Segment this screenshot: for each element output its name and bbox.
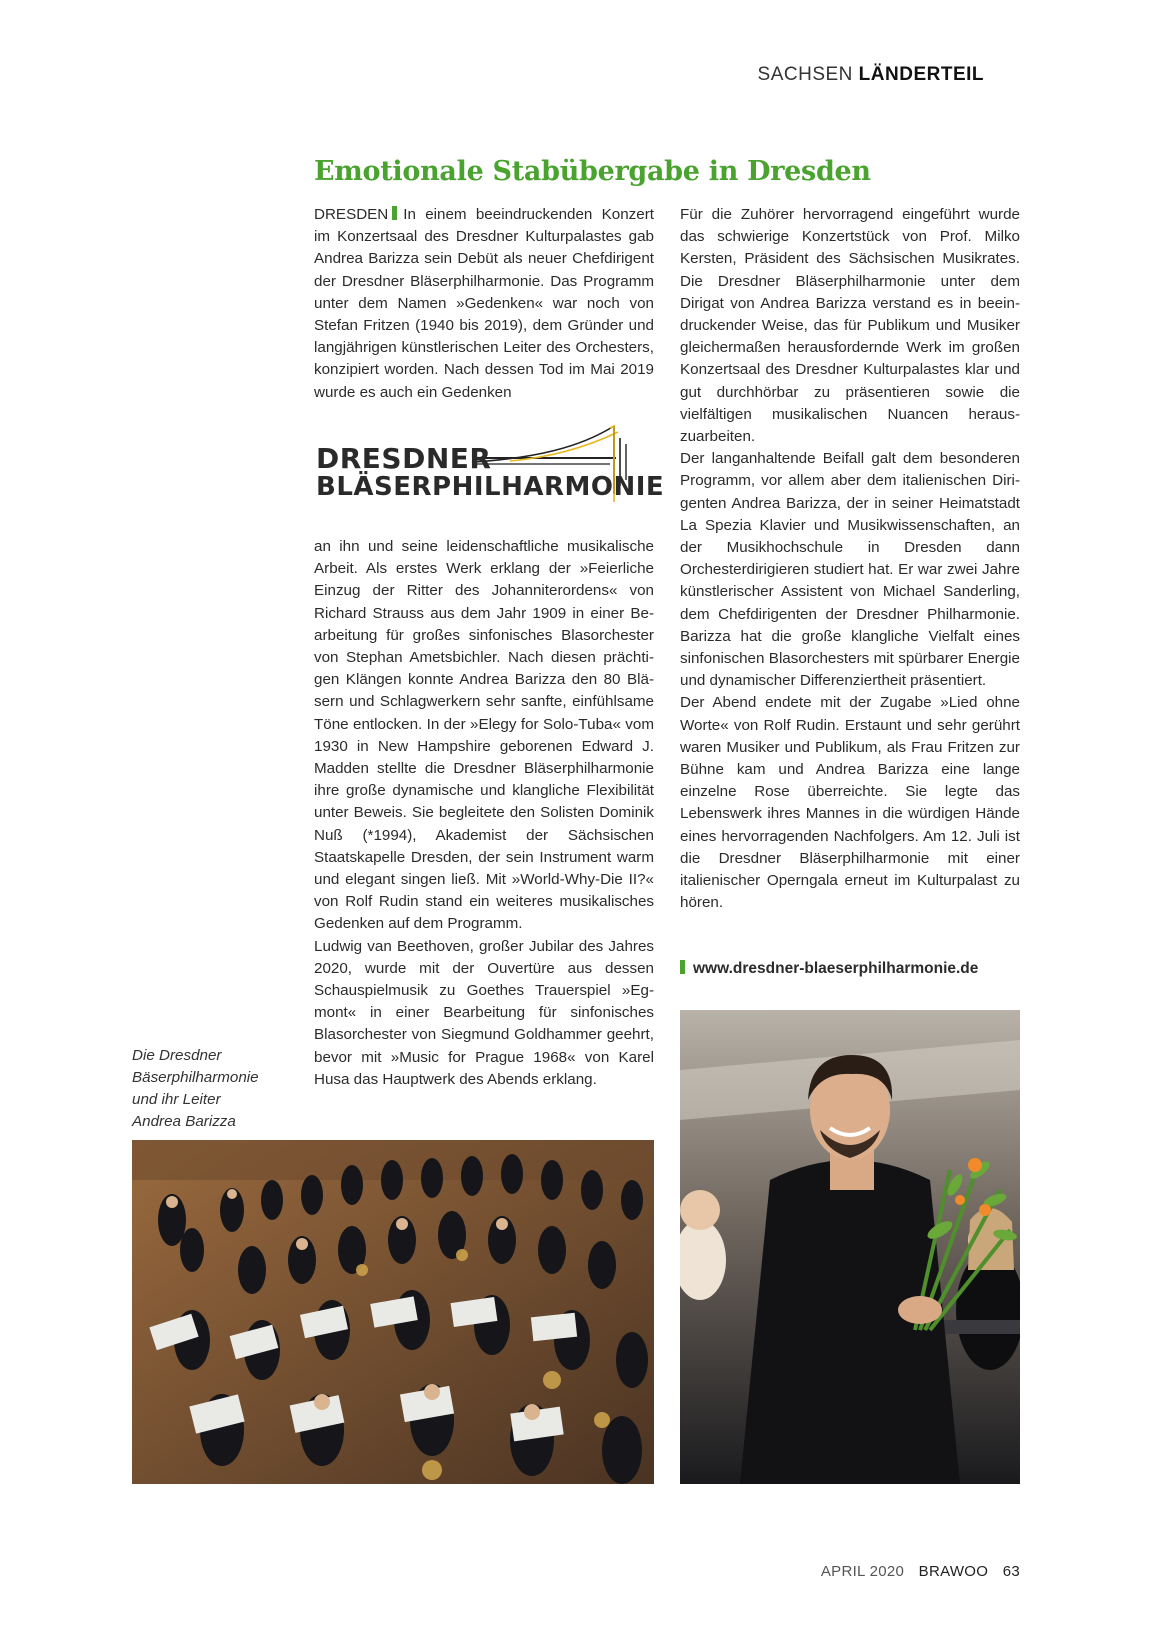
- section-title: LÄNDERTEIL: [858, 64, 984, 85]
- logo-text-line2: BLÄSERPHILHARMONIE: [316, 472, 665, 502]
- magazine-name: BRAWOO: [918, 1563, 989, 1580]
- orchestra-photo: [132, 1140, 654, 1484]
- caption-line: Bäserphilharmonie: [132, 1069, 259, 1086]
- article-headline: Emotionale Stabübergabe in Dresden: [314, 156, 871, 187]
- green-bar-marker: [680, 960, 685, 974]
- article-column-right: [680, 204, 1020, 915]
- orchestra-photo-illustration: [132, 1140, 654, 1484]
- article-paragraph: [314, 204, 654, 404]
- article-text: In einem beeindruckenden Konzert im Konzertsaal des Dresdner Kulturpalastes gab Andrea Barizza sein Debüt als neuer Chefdirigent der Dresdner Bläserphilharmonie. Das Programm unter dem Namen »Gedenken« war noch von Stefan Fritzen (1940 bis 2019), dem Gründer und langjährigen künstlerischen Leiter des Orchesters, konzipiert worden. Nach dessen Tod im Mai 2019 wurde es auch ein Gedenken: [314, 206, 654, 401]
- green-bar-marker: [392, 206, 397, 220]
- caption-line: Andrea Barizza: [132, 1113, 236, 1130]
- caption-line: Die Dresdner: [132, 1047, 222, 1064]
- photo-caption: [132, 1045, 282, 1133]
- conductor-photo-illustration: [680, 1010, 1020, 1484]
- caption-line: und ihr Leiter: [132, 1091, 221, 1108]
- article-paragraph: Der langanhaltende Beifall galt dem besonderen Programm, vor allem aber dem italienischen Dirigenten Andrea Barizza, der in seiner Heimatstadt La Spezia Klavier und Musikwissenschaften, an der Musikhochschule in Dresden dann Orchesterdirigieren studiert hat. Er war zwei Jahre künstlerischer Assistent von Michael Sanderling, dem Chefdirigenten der Dresdner Philharmonie. Barizza hat die große klangliche Vielfalt eines sinfonischen Blasorchesters mit spürbarer Energie und dynamischer Differenziertheit präsentiert.: [680, 450, 1020, 690]
- website-url[interactable]: www.dresdner-blaeserphilharmonie.de: [693, 960, 979, 977]
- article-column-middle-bottom: [314, 536, 654, 1091]
- article-column-middle-top: [314, 204, 654, 404]
- issue-date: APRIL 2020: [820, 1563, 905, 1580]
- dateline: DRESDEN: [314, 206, 389, 223]
- article-paragraph: Für die Zuhörer hervorragend eingeführt wurde das schwierige Konzertstück von Prof. Milko Kersten, Präsident des Sächsischen Musikrates. Die Dresdner Bläserphilharmonie unter dem Dirigat von Andrea Barizza verstand es in beeindruckender Weise, das für Publikum und Musiker gleichermaßen herausfordernde Werk im großen Konzertsaal des Dresdner Kulturpalastes klar und gut durchhörbar zu präsentieren sowie die vielfältigen musikalischen Nuancen herauszuarbeiten.: [680, 206, 1020, 446]
- logo-text-line1: DRESDNER: [316, 442, 492, 475]
- conductor-photo: [680, 1010, 1020, 1484]
- website-link[interactable]: [680, 960, 978, 978]
- article-paragraph: Ludwig van Beethoven, großer Jubilar des Jahres 2020, wurde mit der Ouvertüre aus dessen Schauspielmusik zu Goethes Trauerspiel »Egmont« in einer Bearbeitung für sinfonisches Blasorchester von Siegmund Goldhammer geehrt, bevor mit »Music for Prague 1968« von Karel Husa das Hauptwerk des Abends erklang.: [314, 937, 654, 1088]
- orchestra-logo: [314, 424, 665, 514]
- page-footer: [811, 1563, 1020, 1580]
- article-paragraph: Der Abend endete mit der Zugabe »Lied ohne Worte« von Rolf Rudin. Erstaunt und sehr gerührt waren Musiker und Publikum, als Frau Fritzen zur Bühne kam und Andrea Barizza eine lange einzelne Rose überreichte. Sie legte das Lebenswerk ihres Mannes in die würdigen Hände eines hervorragenden Nachfolgers. Am 12. Juli ist die Dresdner Bläserphilharmonie mit einer italienischer Operngala erneut im Kulturpalast zu hören.: [680, 694, 1020, 912]
- page-number: 63: [1002, 1563, 1020, 1580]
- section-header: [758, 64, 984, 86]
- section-region: SACHSEN: [757, 64, 853, 85]
- article-paragraph: an ihn und seine leidenschaftliche musikalische Arbeit. Als erstes Werk erklang der »Feierliche Einzug der Ritter des Johanniterordens« von Richard Strauss aus dem Jahr 1909 in einer Bearbeitung für großes sinfonisches Blasorchester von Stephan Ametsbichler. Nach diesen prächtigen Klängen konnte Andrea Barizza den 80 Bläsern und Schlagwerkern sehr sanfte, einfühlsame Töne entlocken. In der »Elegy for Solo-Tuba« vom 1930 in New Hampshire geborenen Edward J. Madden stellte die Dresdner Bläserphilharmonie ihre große dynamische und klangliche Flexibilität unter Beweis. Sie begleitete den Solisten Dominik Nuß (*1994), Akademist der Sächsischen Staatskapelle Dresden, der sein Instrument warm und elegant singen ließ. Mit »World-Why-Die II?« von Rolf Rudin stand ein weiteres musikalisches Gedenken auf dem Programm.: [314, 538, 654, 933]
